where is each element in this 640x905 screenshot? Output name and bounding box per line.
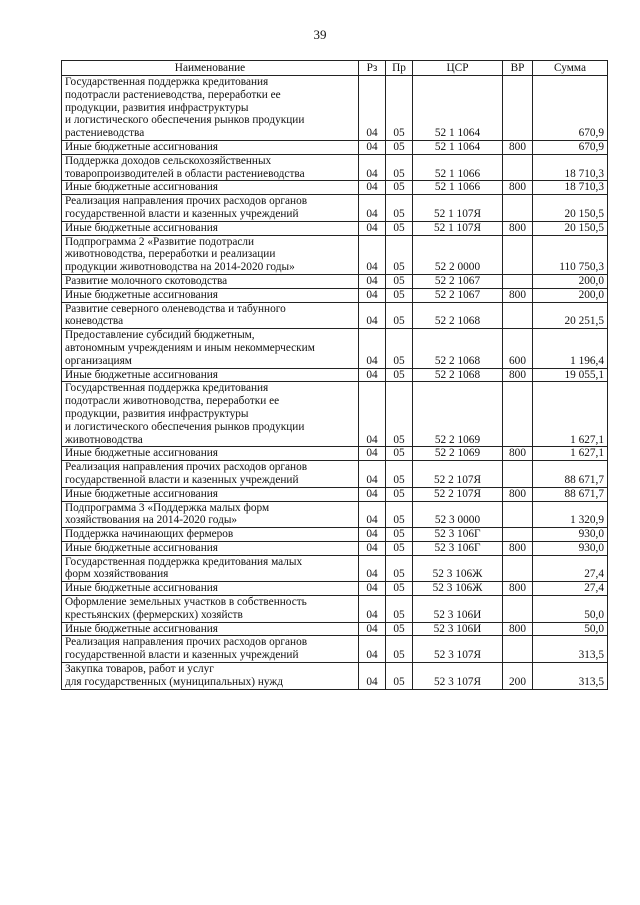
table-row — [62, 541, 608, 555]
row-rz: 04 — [359, 274, 386, 288]
row-csr: 52 3 106Г — [413, 541, 503, 555]
row-vr — [503, 154, 533, 181]
row-name: Развитие молочного скотоводства — [62, 274, 359, 288]
table-row — [62, 622, 608, 636]
row-pr: 05 — [386, 382, 413, 447]
row-sum: 930,0 — [533, 528, 608, 542]
row-rz: 04 — [359, 622, 386, 636]
row-rz: 04 — [359, 461, 386, 488]
row-pr: 05 — [386, 302, 413, 329]
row-sum: 50,0 — [533, 622, 608, 636]
row-rz: 04 — [359, 447, 386, 461]
table-row — [62, 501, 608, 528]
row-sum: 27,4 — [533, 582, 608, 596]
row-rz: 04 — [359, 528, 386, 542]
row-vr — [503, 528, 533, 542]
row-sum: 110 750,3 — [533, 235, 608, 274]
row-pr: 05 — [386, 274, 413, 288]
table-row — [62, 461, 608, 488]
table-row — [62, 302, 608, 329]
row-csr: 52 3 106Ж — [413, 555, 503, 582]
table-row — [62, 288, 608, 302]
row-pr: 05 — [386, 541, 413, 555]
table-row — [62, 596, 608, 623]
row-csr: 52 3 107Я — [413, 636, 503, 663]
row-sum: 27,4 — [533, 555, 608, 582]
row-pr: 05 — [386, 195, 413, 222]
row-vr: 200 — [503, 663, 533, 690]
row-sum: 88 671,7 — [533, 461, 608, 488]
row-sum: 20 150,5 — [533, 221, 608, 235]
row-pr: 05 — [386, 154, 413, 181]
row-pr: 05 — [386, 622, 413, 636]
row-rz: 04 — [359, 382, 386, 447]
row-pr: 05 — [386, 76, 413, 141]
row-name: Поддержка начинающих фермеров — [62, 528, 359, 542]
budget-table — [61, 60, 608, 690]
row-vr — [503, 235, 533, 274]
table-row — [62, 382, 608, 447]
row-vr: 800 — [503, 368, 533, 382]
table-row — [62, 582, 608, 596]
row-sum: 1 320,9 — [533, 501, 608, 528]
row-name: Оформление земельных участков в собственность крестьянских (фермерских) хозяйств — [62, 596, 359, 623]
row-sum: 18 710,3 — [533, 154, 608, 181]
row-rz: 04 — [359, 288, 386, 302]
row-name: Реализация направления прочих расходов органов государственной власти и казенных учреждений — [62, 636, 359, 663]
row-name: Иные бюджетные ассигнования — [62, 582, 359, 596]
row-vr — [503, 76, 533, 141]
row-csr: 52 2 1068 — [413, 329, 503, 368]
row-pr: 05 — [386, 555, 413, 582]
row-rz: 04 — [359, 302, 386, 329]
row-csr: 52 2 1067 — [413, 288, 503, 302]
row-sum: 20 251,5 — [533, 302, 608, 329]
row-pr: 05 — [386, 288, 413, 302]
row-name: Иные бюджетные ассигнования — [62, 181, 359, 195]
table-row — [62, 528, 608, 542]
row-pr: 05 — [386, 487, 413, 501]
row-csr: 52 3 106И — [413, 622, 503, 636]
row-vr: 800 — [503, 288, 533, 302]
row-sum: 50,0 — [533, 596, 608, 623]
table-row — [62, 487, 608, 501]
row-sum: 670,9 — [533, 140, 608, 154]
row-vr: 800 — [503, 221, 533, 235]
row-rz: 04 — [359, 541, 386, 555]
row-rz: 04 — [359, 76, 386, 141]
row-rz: 04 — [359, 154, 386, 181]
row-vr — [503, 461, 533, 488]
row-pr: 05 — [386, 528, 413, 542]
row-csr: 52 1 1064 — [413, 76, 503, 141]
header-sum: Сумма — [533, 61, 608, 76]
row-rz: 04 — [359, 487, 386, 501]
row-pr: 05 — [386, 221, 413, 235]
row-rz: 04 — [359, 555, 386, 582]
row-pr: 05 — [386, 636, 413, 663]
row-sum: 1 196,4 — [533, 329, 608, 368]
row-csr: 52 2 1067 — [413, 274, 503, 288]
row-sum: 930,0 — [533, 541, 608, 555]
row-name: Реализация направления прочих расходов органов государственной власти и казенных учреждений — [62, 195, 359, 222]
row-sum: 670,9 — [533, 76, 608, 141]
row-csr: 52 1 1064 — [413, 140, 503, 154]
row-vr — [503, 302, 533, 329]
row-name: Иные бюджетные ассигнования — [62, 487, 359, 501]
table-row — [62, 368, 608, 382]
row-csr: 52 2 107Я — [413, 487, 503, 501]
page-number: 39 — [313, 27, 327, 42]
row-vr — [503, 636, 533, 663]
row-csr: 52 2 1069 — [413, 447, 503, 461]
table-row — [62, 447, 608, 461]
table-header-row — [62, 61, 608, 76]
row-vr — [503, 195, 533, 222]
table-row — [62, 154, 608, 181]
row-name: Иные бюджетные ассигнования — [62, 447, 359, 461]
row-sum: 1 627,1 — [533, 447, 608, 461]
header-rz: Рз — [359, 61, 386, 76]
table-row — [62, 555, 608, 582]
row-name: Государственная поддержка кредитования подотрасли животноводства, переработки ее продукции, развития инфраструктуры и логистического обеспечения рынков продукции животноводства — [62, 382, 359, 447]
row-pr: 05 — [386, 368, 413, 382]
row-csr: 52 3 107Я — [413, 663, 503, 690]
row-pr: 05 — [386, 140, 413, 154]
row-vr — [503, 596, 533, 623]
table-row — [62, 663, 608, 690]
row-pr: 05 — [386, 582, 413, 596]
row-rz: 04 — [359, 636, 386, 663]
row-name: Подпрограмма 2 «Развитие подотрасли животноводства, переработки и реализации продукции животноводства на 2014-2020 годы» — [62, 235, 359, 274]
row-name: Подпрограмма 3 «Поддержка малых форм хозяйствования на 2014-2020 годы» — [62, 501, 359, 528]
row-name: Предоставление субсидий бюджетным, автономным учреждениям и иным некоммерческим организациям — [62, 329, 359, 368]
table-row — [62, 274, 608, 288]
row-rz: 04 — [359, 181, 386, 195]
row-sum: 18 710,3 — [533, 181, 608, 195]
row-name: Иные бюджетные ассигнования — [62, 368, 359, 382]
row-pr: 05 — [386, 663, 413, 690]
header-name: Наименование — [62, 61, 359, 76]
row-name: Закупка товаров, работ и услуг для государственных (муниципальных) нужд — [62, 663, 359, 690]
row-rz: 04 — [359, 368, 386, 382]
table-row — [62, 221, 608, 235]
row-csr: 52 3 106Г — [413, 528, 503, 542]
row-vr: 800 — [503, 140, 533, 154]
row-sum: 200,0 — [533, 288, 608, 302]
table-row — [62, 636, 608, 663]
row-csr: 52 2 0000 — [413, 235, 503, 274]
row-sum: 1 627,1 — [533, 382, 608, 447]
row-vr — [503, 382, 533, 447]
row-rz: 04 — [359, 582, 386, 596]
row-pr: 05 — [386, 501, 413, 528]
row-name: Поддержка доходов сельскохозяйственных товаропроизводителей в области растениеводства — [62, 154, 359, 181]
row-vr: 800 — [503, 622, 533, 636]
row-pr: 05 — [386, 596, 413, 623]
row-csr: 52 3 106Ж — [413, 582, 503, 596]
row-sum: 20 150,5 — [533, 195, 608, 222]
row-vr: 800 — [503, 487, 533, 501]
row-name: Иные бюджетные ассигнования — [62, 622, 359, 636]
row-name: Развитие северного оленеводства и табунного коневодства — [62, 302, 359, 329]
row-csr: 52 1 107Я — [413, 221, 503, 235]
table-row — [62, 181, 608, 195]
row-sum: 19 055,1 — [533, 368, 608, 382]
table-row — [62, 76, 608, 141]
header-csr: ЦСР — [413, 61, 503, 76]
row-vr: 800 — [503, 582, 533, 596]
row-csr: 52 1 107Я — [413, 195, 503, 222]
row-vr — [503, 501, 533, 528]
row-sum: 200,0 — [533, 274, 608, 288]
row-vr: 800 — [503, 541, 533, 555]
row-vr — [503, 274, 533, 288]
row-rz: 04 — [359, 329, 386, 368]
row-name: Иные бюджетные ассигнования — [62, 541, 359, 555]
row-pr: 05 — [386, 235, 413, 274]
header-pr: Пр — [386, 61, 413, 76]
row-name: Государственная поддержка кредитования подотрасли растениеводства, переработки ее продукции, развития инфраструктуры и логистического обеспечения рынков продукции растениеводства — [62, 76, 359, 141]
table-row — [62, 140, 608, 154]
row-name: Иные бюджетные ассигнования — [62, 140, 359, 154]
row-pr: 05 — [386, 329, 413, 368]
row-csr: 52 3 106И — [413, 596, 503, 623]
row-vr: 600 — [503, 329, 533, 368]
table-row — [62, 329, 608, 368]
row-csr: 52 2 1069 — [413, 382, 503, 447]
row-csr: 52 1 1066 — [413, 154, 503, 181]
row-vr: 800 — [503, 447, 533, 461]
row-csr: 52 2 1068 — [413, 368, 503, 382]
row-csr: 52 1 1066 — [413, 181, 503, 195]
row-csr: 52 3 0000 — [413, 501, 503, 528]
table-row — [62, 195, 608, 222]
row-rz: 04 — [359, 235, 386, 274]
row-csr: 52 2 107Я — [413, 461, 503, 488]
row-pr: 05 — [386, 181, 413, 195]
row-csr: 52 2 1068 — [413, 302, 503, 329]
row-rz: 04 — [359, 140, 386, 154]
row-sum: 313,5 — [533, 663, 608, 690]
row-sum: 88 671,7 — [533, 487, 608, 501]
header-vr: ВР — [503, 61, 533, 76]
table-row — [62, 235, 608, 274]
row-name: Иные бюджетные ассигнования — [62, 288, 359, 302]
row-name: Государственная поддержка кредитования малых форм хозяйствования — [62, 555, 359, 582]
row-name: Иные бюджетные ассигнования — [62, 221, 359, 235]
row-pr: 05 — [386, 461, 413, 488]
row-rz: 04 — [359, 195, 386, 222]
row-name: Реализация направления прочих расходов органов государственной власти и казенных учреждений — [62, 461, 359, 488]
row-rz: 04 — [359, 663, 386, 690]
row-pr: 05 — [386, 447, 413, 461]
row-rz: 04 — [359, 501, 386, 528]
row-rz: 04 — [359, 596, 386, 623]
row-sum: 313,5 — [533, 636, 608, 663]
row-vr: 800 — [503, 181, 533, 195]
row-rz: 04 — [359, 221, 386, 235]
row-vr — [503, 555, 533, 582]
